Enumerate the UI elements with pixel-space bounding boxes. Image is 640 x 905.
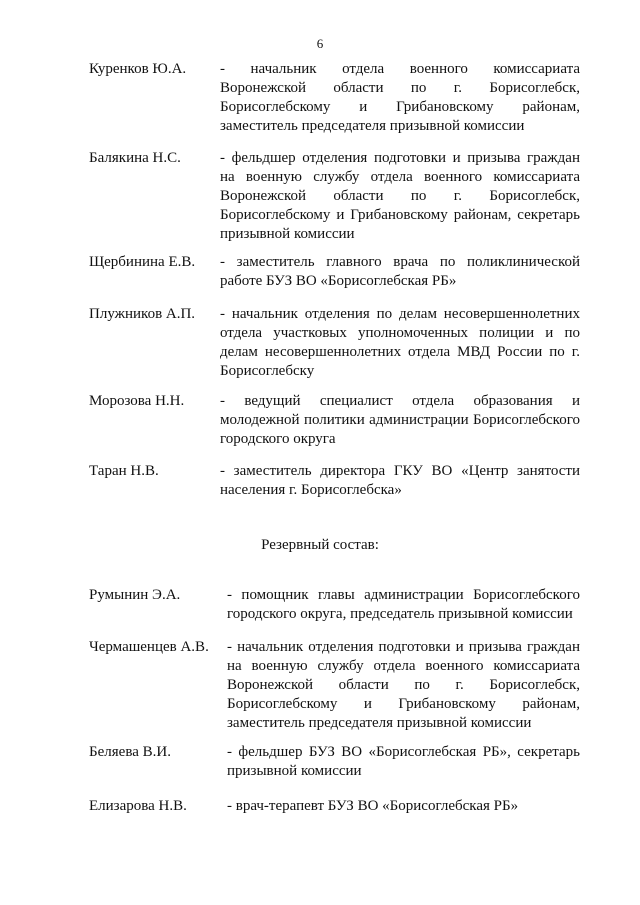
member-name: Балякина Н.С.: [89, 150, 181, 166]
member-name: Елизарова Н.В.: [89, 798, 187, 814]
member-role: - начальник отделения по делам несовершеннолетних отдела участковых уполномоченных полиции и по делам несовершеннолетних отдела МВД России по г. Борисоглебску: [220, 306, 580, 379]
member-role: - врач-терапевт БУЗ ВО «Борисоглебская РБ»: [227, 798, 519, 814]
reserve-heading: Резервный состав:: [261, 537, 379, 553]
member-role: - помощник главы администрации Борисоглебского городского округа, председатель призывной комиссии: [227, 587, 580, 622]
member-name: Морозова Н.Н.: [89, 393, 185, 409]
member-name: Беляева В.И.: [89, 744, 171, 760]
page-number: 6: [316, 36, 324, 51]
member-role: - начальник отделения подготовки и призыва граждан на военную службу отдела военного комиссариата Воронежской области по г. Борисоглебск, Борисоглебскому и Грибановскому районам, заместитель председателя призывной комиссии: [227, 639, 580, 731]
member-role: - начальник отдела военного комиссариата Воронежской области по г. Борисоглебск, Борисоглебскому и Грибановскому районам, заместитель председателя призывной комиссии: [220, 61, 580, 134]
member-name: Щербинина Е.В.: [89, 254, 196, 270]
member-name: Куренков Ю.А.: [89, 61, 187, 77]
member-name: Плужников А.П.: [89, 306, 196, 322]
member-role: - ведущий специалист отдела образования и молодежной политики администрации Борисоглебского городского округа: [220, 393, 580, 447]
member-name: Чермашенцев А.В.: [89, 639, 209, 655]
member-role: - фельдшер отделения подготовки и призыва граждан на военную службу отдела военного комиссариата Воронежской области по г. Борисоглебск, Борисоглебскому и Грибановскому районам, секретарь призывной комиссии: [220, 150, 580, 242]
member-role: - фельдшер БУЗ ВО «Борисоглебская РБ», секретарь призывной комиссии: [227, 744, 580, 779]
member-name: Румынин Э.А.: [89, 587, 181, 603]
member-role: - заместитель директора ГКУ ВО «Центр занятости населения г. Борисоглебска»: [220, 463, 580, 498]
member-name: Таран Н.В.: [89, 463, 159, 479]
member-role: - заместитель главного врача по поликлинической работе БУЗ ВО «Борисоглебская РБ»: [220, 254, 580, 289]
